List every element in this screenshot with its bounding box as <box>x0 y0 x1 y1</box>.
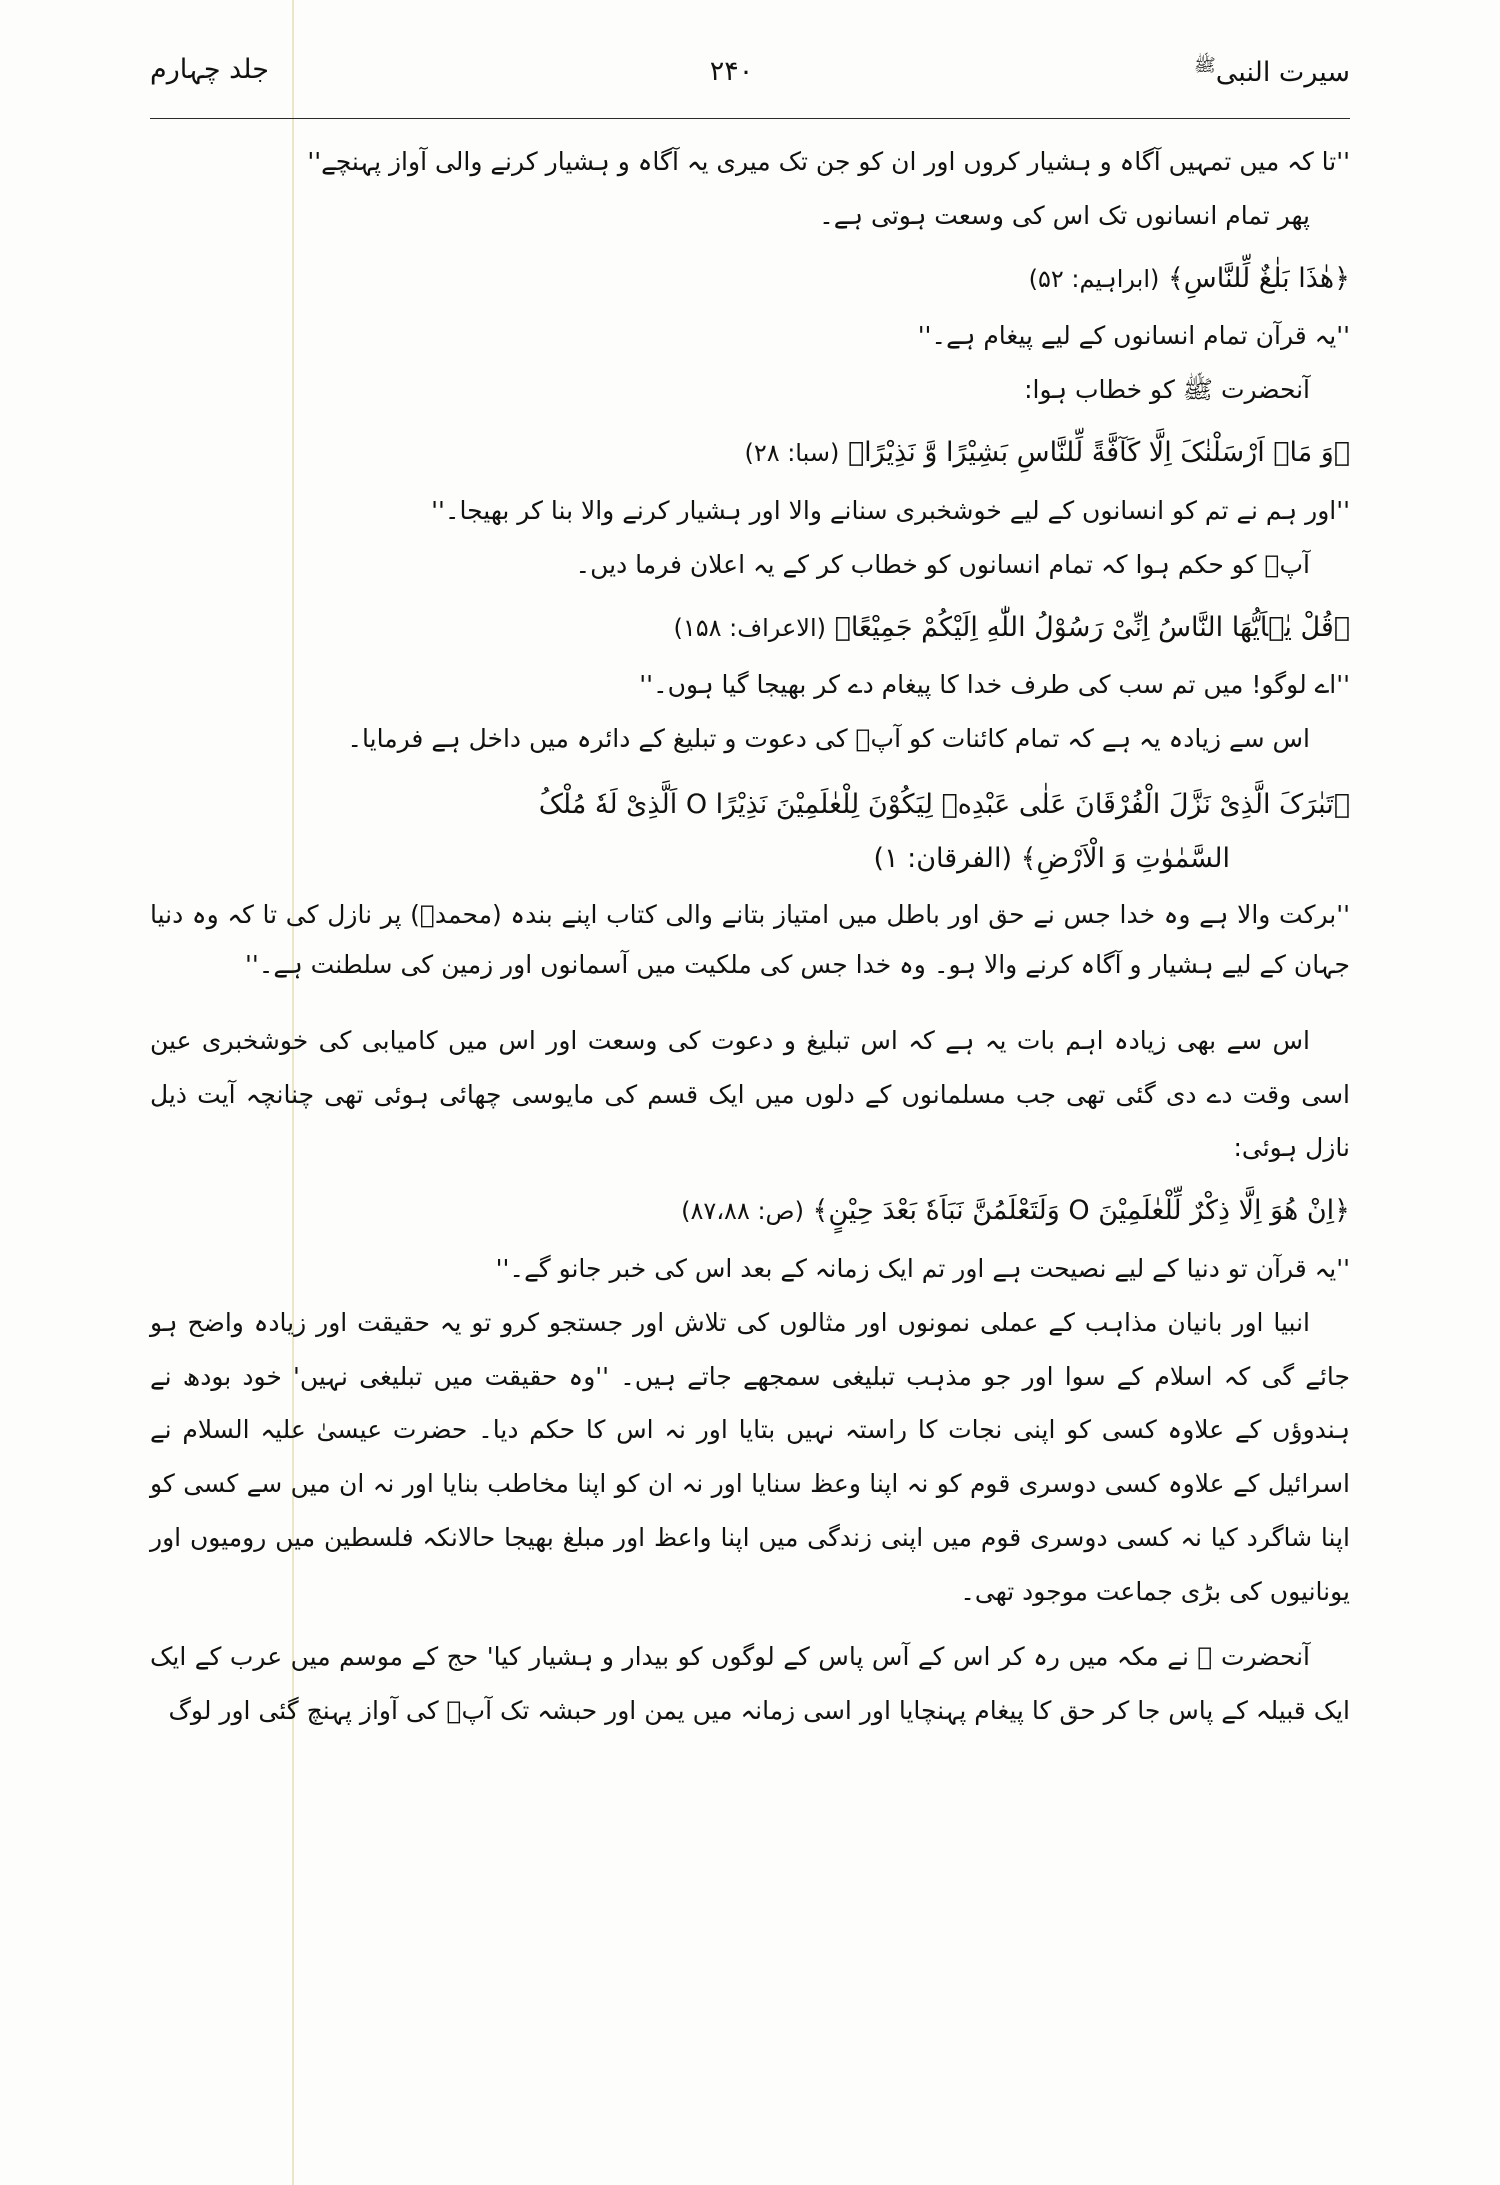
page-header <box>150 54 1350 116</box>
paragraph: پھر تمام انسانوں تک اس کی وسعت ہوتی ہے۔ <box>819 201 1310 230</box>
verse-reference: (الفرقان: ۱) <box>873 842 1012 874</box>
paragraph: آپؐ کو حکم ہوا کہ تمام انسانوں کو خطاب کر کے یہ اعلان فرما دیں۔ <box>575 549 1310 579</box>
quotation: ''تا کہ میں تمہیں آگاہ و ہشیار کروں اور ان کو جن تک میری یہ آگاہ و ہشیار کرنے والی آواز پہنچے'' <box>307 147 1350 176</box>
verse-reference: (الاعراف: ۱۵۸) <box>673 613 827 642</box>
header-book-title <box>1194 54 1350 88</box>
quran-verse <box>150 427 1350 480</box>
body-text <box>150 137 1350 1738</box>
spacer <box>150 1620 1350 1630</box>
quran-verse <box>150 1185 1350 1238</box>
quotation: ''یہ قرآن تو دنیا کے لیے نصیحت ہے اور تم ایک زمانہ کے بعد اس کی خبر جانو گے۔'' <box>495 1253 1350 1283</box>
verse-text: ﴿قُلْ یٰۤاَیُّهَا النَّاسُ اِنِّیْ رَسُوْلُ اللّٰهِ اِلَیْکُمْ جَمِیْعًا﴾ <box>834 611 1350 643</box>
verse-reference: (سبا: ۲۸) <box>744 439 840 468</box>
paragraph: اس سے زیادہ یہ ہے کہ تمام کائنات کو آپؐ کی دعوت و تبلیغ کے دائرہ میں داخل ہے فرمایا۔ <box>347 724 1310 754</box>
verse-reference: (ابراہیم: ۵۲) <box>1028 264 1160 293</box>
header-divider <box>150 118 1350 119</box>
paragraph: انبیا اور بانیان مذاہب کے عملی نمونوں اور مثالوں کی تلاش اور جستجو کرو تو یہ حقیقت اور زیادہ واضح ہو جائے گی کہ اسلام کے سوا اور جو مذہب تبلیغی سمجھے جاتے ہیں۔ ''وہ حقیقت میں تبلیغی نہیں' خود بودھ نے ہندوؤں کے علاوہ کسی کو اپنی نجات کا راستہ نہیں بتایا اور نہ اس کا حکم دیا۔ حضرت عیسیٰ علیہ السلام نے اسرائیل کے علاوہ کسی دوسری قوم کو نہ اپنا وعظ سنایا اور نہ ان کو اپنا مخاطب بنایا اور نہ ان میں سے کسی کو اپنا شاگرد کیا نہ کسی دوسری قوم میں اپنی زندگی میں اپنا واعظ اور مبلغ بھیجا حالانکہ فلسطین میں رومیوں اور یونانیوں کی بڑی جماعت موجود تھی۔ <box>150 1307 1350 1606</box>
honorific-icon: ﷺ <box>1194 55 1216 76</box>
quotation: ''اے لوگو! میں تم سب کی طرف خدا کا پیغام دے کر بھیجا گیا ہوں۔'' <box>639 670 1350 700</box>
quran-verse <box>150 602 1350 655</box>
book-title-text: سیرت النبی <box>1215 57 1350 88</box>
quotation: ''یہ قرآن تمام انسانوں کے لیے پیغام ہے۔'' <box>917 321 1350 351</box>
volume-label: جلد چہارم <box>150 54 269 85</box>
paragraph: آنحضرت ﷺ کو خطاب ہوا: <box>1024 375 1310 405</box>
verse-text-continuation <box>150 832 1350 886</box>
verse-text: ﴿تَبٰرَکَ الَّذِیْ نَزَّلَ الْفُرْقَانَ عَلٰی عَبْدِهٖ لِیَکُوْنَ لِلْعٰلَمِیْنَ نَذِیْرًا O اَلَّذِیْ لَهٗ مُلْکُ <box>538 788 1350 820</box>
verse-tail-text: السَّمٰوٰتِ وَ الْاَرْضِ﴾ <box>1020 842 1230 874</box>
page-number: ۲۴۰ <box>709 56 754 87</box>
quotation: ''برکت والا ہے وہ خدا جس نے حق اور باطل میں امتیاز بتانے والی کتاب اپنے بندہ (محمدؐ) پر نازل کی تا کہ وہ دنیا جہان کے لیے ہشیار و آگاہ کرنے والا ہو۔ وہ خدا جس کی ملکیت میں آسمانوں اور زمین کی سلطنت ہے۔'' <box>150 899 1350 979</box>
verse-text: ﴿هٰذَا بَلٰغٌ لِّلنَّاسِ﴾ <box>1167 262 1350 294</box>
quotation: ''اور ہم نے تم کو انسانوں کے لیے خوشخبری سنانے والا اور ہشیار کرنے والا بنا کر بھیجا۔'' <box>431 495 1350 525</box>
quran-verse <box>150 253 1350 306</box>
verse-text: ﴿وَ مَاۤ اَرْسَلْنٰکَ اِلَّا کَآفَّةً لِّلنَّاسِ بَشِیْرًا وَّ نَذِیْرًا﴾ <box>847 437 1350 469</box>
spacer <box>150 992 1350 1014</box>
verse-reference: (ص: ۸۷،۸۸) <box>681 1197 804 1226</box>
page-content-area <box>150 54 1350 2145</box>
verse-text: ﴿اِنْ هُوَ اِلَّا ذِکْرٌ لِّلْعٰلَمِیْنَ O وَلَتَعْلَمُنَّ نَبَاَهٗ بَعْدَ حِیْنٍ﴾ <box>812 1195 1350 1227</box>
quran-verse-long <box>150 778 1350 886</box>
paragraph: آنحضرت ﷺ نے مکہ میں رہ کر اس کے آس پاس کے لوگوں کو بیدار و ہشیار کیا' حج کے موسم میں عرب کے ایک ایک قبیلہ کے پاس جا کر حق کا پیغام پہنچایا اور اسی زمانہ میں یمن اور حبشہ تک آپؐ کی آواز پہنچ گئی اور لوگ <box>150 1642 1350 1726</box>
paragraph: اس سے بھی زیادہ اہم بات یہ ہے کہ اس تبلیغ و دعوت کی وسعت اور اس میں کامیابی کی خوشخبری عین اسی وقت دے دی گئی تھی جب مسلمانوں کے دلوں میں ایک قسم کی مایوسی چھائی ہوئی تھی چنانچہ آیت ذیل نازل ہوئی: <box>150 1025 1350 1163</box>
